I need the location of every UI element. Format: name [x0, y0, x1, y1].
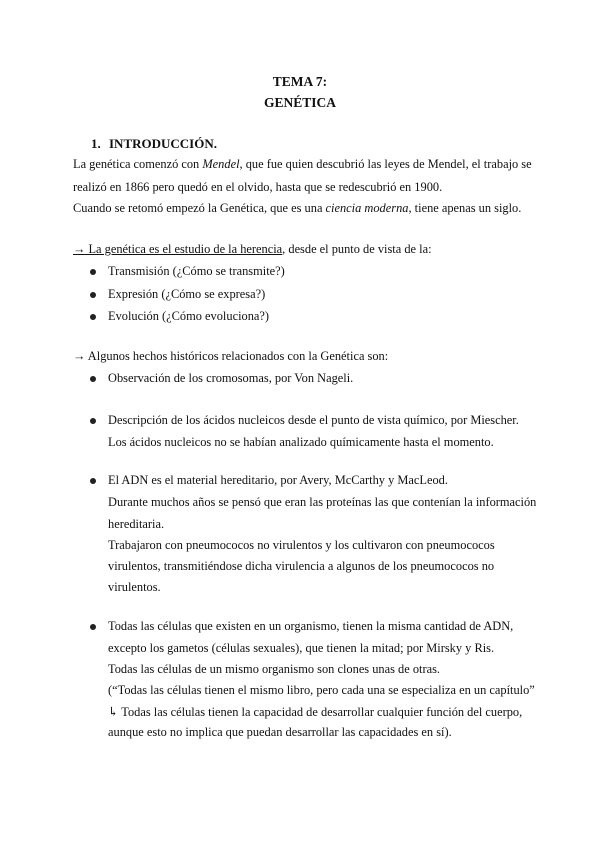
intro-emphasis-ciencia: ciencia moderna	[325, 201, 409, 215]
fact-adn-line-1: El ADN es el material hereditario, por Avery, McCarthy y MacLeod.	[108, 473, 448, 487]
intro-emphasis-mendel: Mendel	[202, 157, 240, 171]
fact-adn-line-3: hereditaria.	[108, 517, 165, 531]
fact-cells-line-6: aunque esto no implica que puedan desarrollar las capacidades en sí).	[108, 725, 452, 739]
fact-cells-text: Todas las células tienen la capacidad de desarrollar cualquier función del cuerpo,	[118, 705, 523, 719]
bullet-icon	[90, 269, 96, 275]
bullet-icon	[90, 478, 96, 484]
topic-title: GENÉTICA	[263, 95, 336, 110]
intro-line-1	[73, 157, 532, 172]
fact-cells-line-1: Todas las células que existen en un organismo, tienen la misma cantidad de ADN,	[108, 619, 514, 633]
bullet-icon	[90, 376, 96, 382]
topic-number: TEMA 7:	[272, 74, 328, 89]
fact-adn-line-4: Trabajaron con pneumococos no virulentos y los cultivaron con pneumococos	[108, 538, 495, 552]
fact-cells-line-5	[108, 704, 522, 720]
fact-adn-line-6: virulentos.	[108, 580, 161, 594]
arrow-icon: →	[73, 242, 86, 256]
list-item: Evolución (¿Cómo evoluciona?)	[108, 309, 270, 323]
intro-text: Cuando se retomó empezó la Genética, que es una	[73, 201, 326, 215]
bullet-icon	[90, 314, 96, 320]
fact-adn-line-5: virulentos, transmitiéndose dicha virulencia a algunos de los pneumococos no	[108, 559, 495, 573]
list-item: Expresión (¿Cómo se expresa?)	[108, 287, 266, 301]
list-item: Transmisión (¿Cómo se transmite?)	[108, 264, 285, 278]
definition-rest: , desde el punto de vista de la:	[282, 242, 432, 256]
intro-line-2: realizó en 1866 pero quedó en el olvido, hasta que se redescubrió en 1900.	[73, 180, 443, 194]
fact-cells-line-2: excepto los gametos (células sexuales), que tienen la mitad; por Mirsky y Ris.	[108, 641, 495, 655]
section-title: INTRODUCCIÓN.	[109, 136, 217, 151]
intro-text: , tiene apenas un siglo.	[408, 201, 522, 215]
bullet-icon	[90, 292, 96, 298]
fact-nageli: Observación de los cromosomas, por Von Nageli.	[108, 371, 354, 385]
definition-underlined: La genética es el estudio de la herencia	[85, 242, 283, 256]
intro-text: , que fue quien descubrió las leyes de Mendel, el trabajo se	[239, 157, 532, 171]
section-heading	[91, 136, 217, 152]
section-number: 1.	[91, 136, 101, 151]
intro-text: La genética comenzó con	[73, 157, 203, 171]
definition-line	[73, 242, 432, 257]
fact-miescher-line-2: Los ácidos nucleicos no se habían analizado químicamente hasta el momento.	[108, 435, 494, 449]
fact-cells-line-4: (“Todas las células tienen el mismo libro, pero cada una se especializa en un capítulo”	[108, 683, 535, 697]
fact-miescher-line-1: Descripción de los ácidos nucleicos desde el punto de vista químico, por Miescher.	[108, 413, 519, 427]
facts-intro: → Algunos hechos históricos relacionados con la Genética son:	[73, 349, 389, 363]
bullet-icon	[90, 624, 96, 630]
intro-line-3	[73, 201, 521, 216]
fact-cells-line-3: Todas las células de un mismo organismo son clones unas de otras.	[108, 662, 441, 676]
return-arrow-icon: ↳	[108, 705, 119, 719]
fact-adn-line-2: Durante muchos años se pensó que eran las proteínas las que contenían la información	[108, 495, 537, 509]
bullet-icon	[90, 418, 96, 424]
